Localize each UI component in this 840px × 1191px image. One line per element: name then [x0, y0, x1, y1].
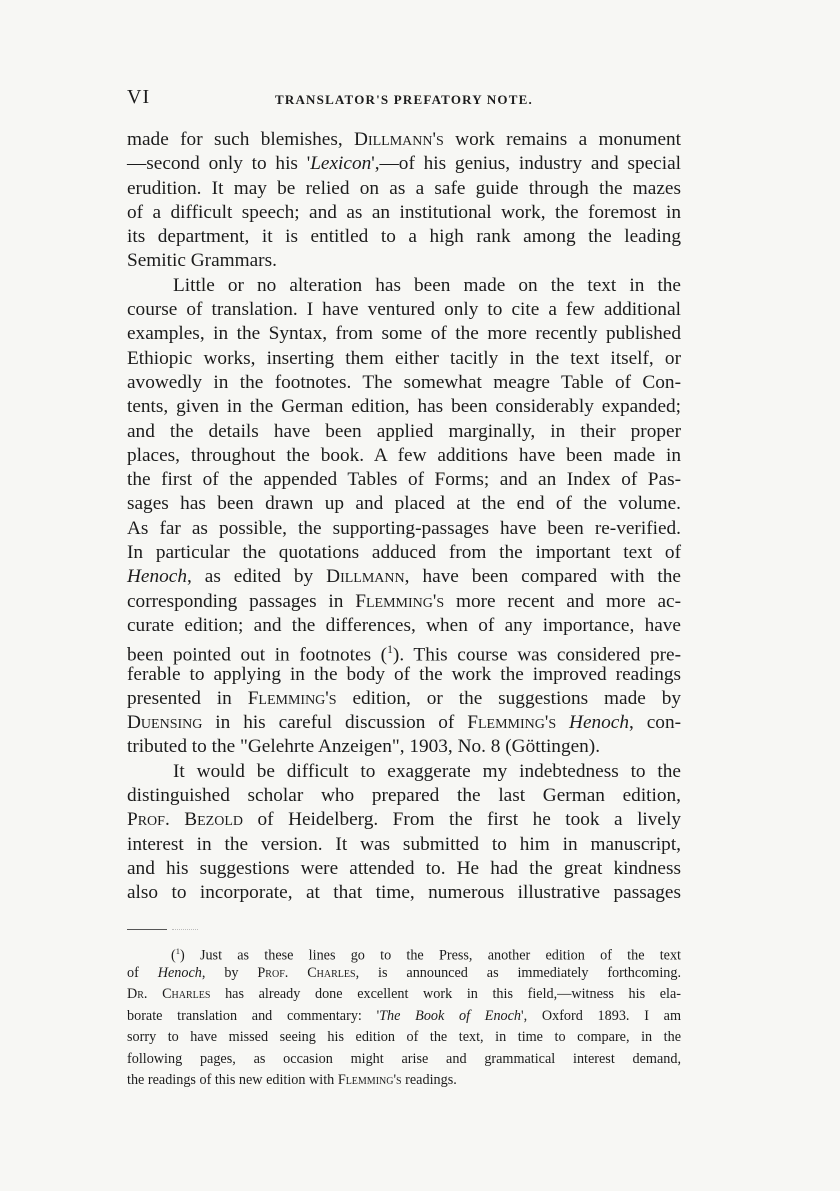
author-name: Dr. Charles: [127, 986, 211, 1002]
work-title: The Book of Enoch: [379, 1007, 522, 1024]
footnote-line: ($^1$) Just as these lines go to the Press, another edition of the text: [171, 946, 681, 964]
text-line: presented in Flemming's edition, or the suggestions made by: [127, 687, 681, 709]
work-title: Henoch: [157, 964, 202, 981]
footnote-line: the readings of this new edition with Flemming's readings.: [127, 1072, 457, 1088]
text-line: sages has been drawn up and placed at the end of the volume.: [127, 493, 681, 515]
text-line: It would be difficult to exaggerate my indebtedness to the: [173, 760, 681, 782]
text-line: examples, in the Syntax, from some of the more recently published: [127, 323, 681, 345]
main-text: [127, 128, 681, 906]
running-header: [127, 86, 681, 112]
footnote-marker: 1: [175, 946, 180, 956]
text-line: made for such blemishes, Dillmann's work remains a monument: [127, 129, 681, 150]
text-line: Ethiopic works, inserting them either tacitly in the text itself, or: [127, 347, 681, 369]
text-line: erudition. It may be relied on as a safe guide through the mazes: [127, 177, 681, 199]
text-line: —second only to his 'Lexicon',—of his genius, industry and special: [127, 153, 681, 175]
footnote-line: following pages, as occasion might arise and grammatical interest demand,: [127, 1050, 681, 1067]
text-line: Prof. Bezold of Heidelberg. From the first he took a lively: [127, 809, 681, 831]
footnote-rule: [127, 929, 167, 930]
author-name: Flemming's: [247, 687, 337, 709]
footnote-line: borate translation and commentary: 'The Book of Enoch', Oxford 1893. I am: [127, 1007, 681, 1024]
work-title: Henoch: [569, 712, 630, 734]
author-name: Dillmann: [326, 566, 405, 588]
text-line: interest in the version. It was submitted to him in manuscript,: [127, 833, 681, 855]
footnote-rule-faint: [172, 929, 198, 930]
text-line: avowedly in the footnotes. The somewhat meagre Table of Con-: [127, 371, 681, 393]
text-line: Henoch, as edited by Dillmann, have been compared with the: [127, 566, 681, 588]
footnote-line: Dr. Charles has already done excellent work in this field,—witness his ela-: [127, 986, 681, 1002]
footnote-block: [127, 941, 681, 1092]
text-line: Little or no alteration has been made on the text in the: [173, 274, 681, 296]
author-name: Duensing: [127, 712, 203, 734]
text-line: tents, given in the German edition, has been considerably expanded;: [127, 396, 681, 418]
text-line: been pointed out in footnotes ($^1$). This course was considered pre-: [127, 643, 681, 666]
text-line: In particular the quotations adduced from the important text of: [127, 542, 681, 564]
text-line: tributed to the "Gelehrte Anzeigen", 1903, No. 8 (Göttingen).: [127, 736, 601, 758]
author-name: Flemming's: [337, 1072, 402, 1088]
author-name: Flemming's: [467, 712, 557, 734]
author-name: Prof. Charles: [257, 964, 356, 981]
author-name: Dillmann's: [354, 129, 444, 150]
text-line: Duensing in his careful discussion of Flemming's Henoch, con-: [127, 712, 682, 734]
text-line: Semitic Grammars.: [127, 250, 277, 272]
page-number: VI: [127, 86, 151, 108]
author-name: Flemming's: [355, 590, 445, 612]
footnote-line: of Henoch, by Prof. Charles, is announced as immediately forthcoming.: [127, 964, 681, 981]
work-title: Henoch: [127, 566, 187, 588]
text-line: curate edition; and the differences, when of any importance, have: [127, 614, 681, 636]
text-line: corresponding passages in Flemming's more recent and more ac-: [127, 590, 681, 612]
text-line: course of translation. I have ventured only to cite a few additional: [127, 299, 681, 321]
text-line: and his suggestions were attended to. He had the great kindness: [127, 857, 681, 879]
work-title: Lexicon: [310, 153, 372, 175]
footnote-marker: 1: [387, 643, 393, 657]
text-line: of a difficult speech; and as an institutional work, the foremost in: [127, 201, 681, 223]
text-line: places, throughout the book. A few additions have been made in: [127, 444, 681, 466]
running-title: TRANSLATOR'S PREFATORY NOTE.: [275, 92, 533, 107]
text-line: As far as possible, the supporting-passages have been re-verified.: [127, 517, 681, 539]
text-line: ferable to applying in the body of the work the improved readings: [127, 663, 681, 685]
author-name: Prof. Bezold: [127, 809, 244, 831]
text-line: its department, it is entitled to a high rank among the leading: [127, 226, 681, 248]
footnote-line: sorry to have missed seeing his edition of the text, in time to compare, in the: [127, 1029, 681, 1045]
text-line: distinguished scholar who prepared the last German edition,: [127, 785, 681, 807]
text-line: and the details have been applied marginally, in their proper: [127, 420, 681, 442]
text-line: also to incorporate, at that time, numerous illustrative passages: [127, 882, 681, 904]
text-line: the first of the appended Tables of Forms; and an Index of Pas-: [127, 469, 681, 491]
